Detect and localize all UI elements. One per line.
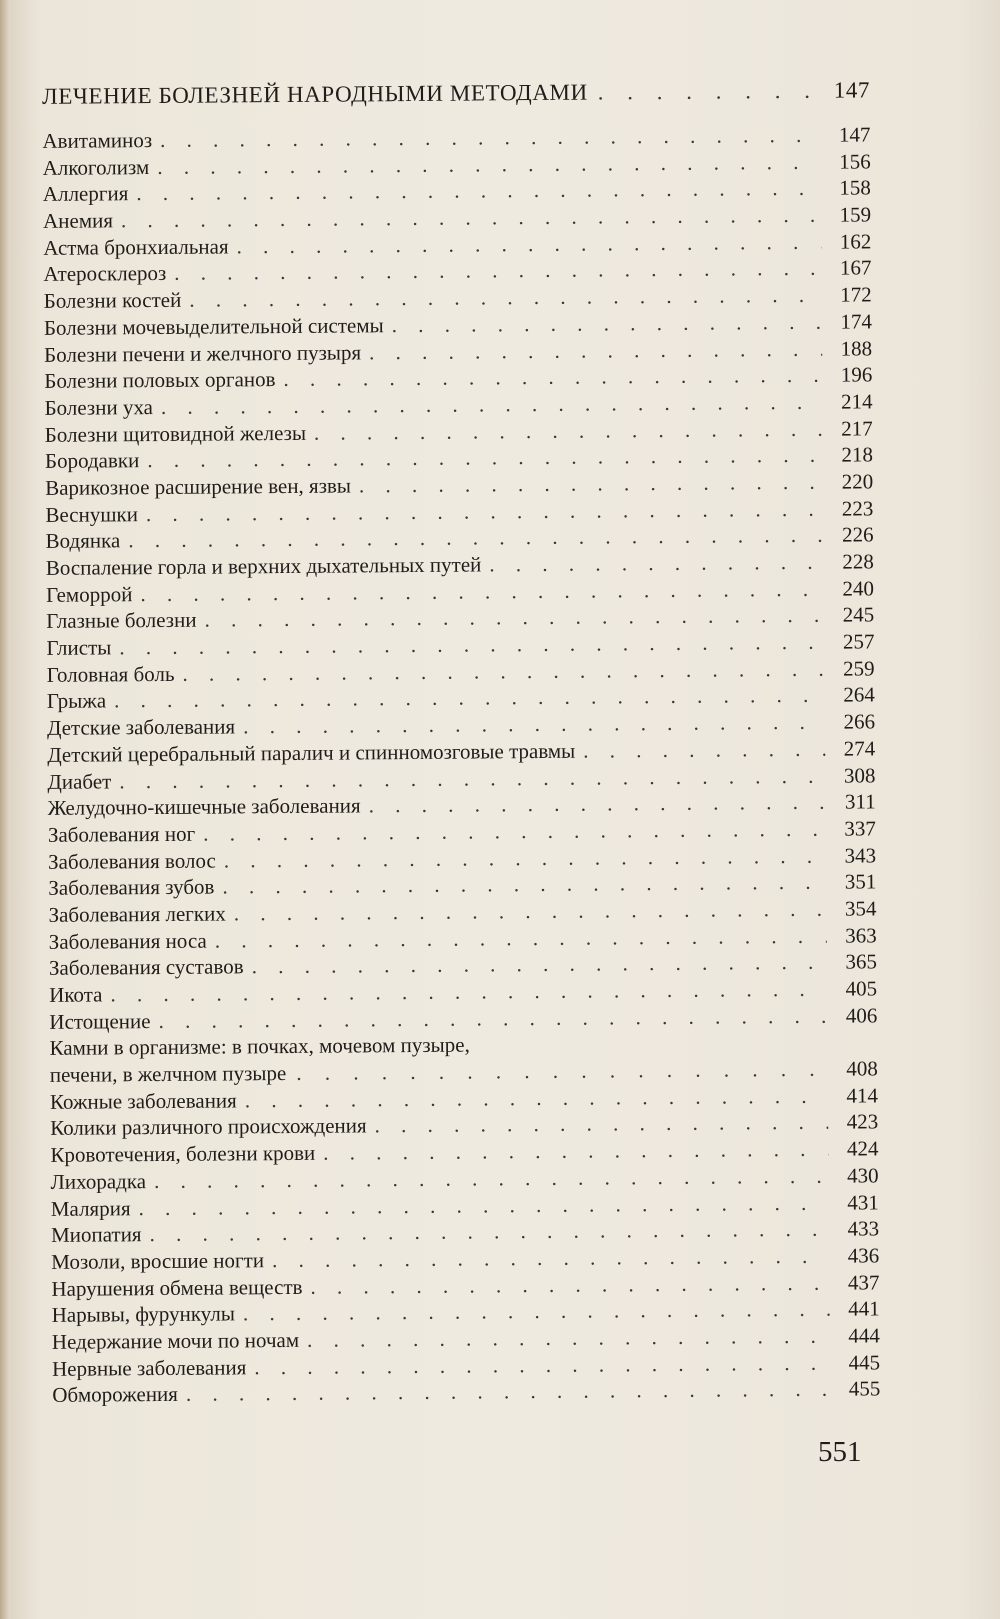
entry-page-number: 220 (841, 469, 874, 494)
entry-page-number: 408 (846, 1056, 878, 1081)
dot-leader (307, 1323, 830, 1354)
entry-page-number: 245 (842, 602, 875, 628)
entry-page-number: 365 (845, 949, 878, 974)
dot-leader (583, 736, 825, 765)
entry-page-number: 167 (839, 255, 872, 281)
multiline-entry (49, 1029, 877, 1089)
entry-title: Нарывы, фурункулы (51, 1301, 236, 1328)
dot-leader (283, 362, 822, 393)
entry-title: Анемия (42, 208, 114, 233)
dot-leader (158, 1002, 827, 1034)
folio-page-number: 551 (818, 1436, 862, 1468)
entry-title: Варикозное расширение вен, язвы (45, 473, 352, 500)
dot-leader (489, 549, 824, 578)
entry-page-number: 266 (843, 709, 876, 734)
entry-title: Обморожения (52, 1382, 178, 1408)
section-heading-row (30, 77, 870, 128)
entry-title-line1: Камни в организме: в почках, мочевом пузыре, (49, 1032, 470, 1061)
entry-page-number: 240 (842, 576, 875, 601)
entry-title: Водянка (45, 528, 121, 554)
entry-title: Малярия (50, 1195, 131, 1221)
entry-page-number: 351 (844, 869, 877, 894)
entry-title: Болезни уха (44, 394, 154, 420)
entry-page-number: 444 (848, 1323, 880, 1348)
entry-page-number: 354 (844, 896, 877, 921)
entry-title: Диабет (47, 768, 112, 794)
entry-page-number: 405 (845, 976, 878, 1001)
dot-leader (369, 335, 822, 365)
entry-page-number: 223 (841, 496, 874, 521)
entry-title: Болезни мочевыделительной системы (43, 313, 384, 340)
entry-page-number: 274 (843, 736, 876, 761)
toc-entry (52, 1376, 880, 1409)
multiline-entry-list (37, 1029, 877, 1089)
entry-page-number: 217 (841, 415, 873, 441)
entry-page-number: 424 (846, 1136, 879, 1161)
entry-title: Кровотечения, болезни крови (50, 1140, 316, 1167)
dot-leader (186, 1376, 831, 1408)
entry-title: Грыжа (46, 688, 107, 714)
section-page-number: 147 (833, 77, 871, 103)
dot-leader (296, 1056, 826, 1087)
entry-title: Глисты (46, 635, 112, 660)
entry-page-number: 259 (843, 656, 875, 681)
entry-page-number: 343 (844, 842, 877, 868)
entry-title: Атеросклероз (43, 261, 167, 287)
entry-page-number: 147 (838, 122, 871, 147)
entry-title: Астма бронхиальная (43, 234, 229, 260)
entry-page-number: 414 (846, 1083, 879, 1108)
entry-page-number: 433 (847, 1216, 880, 1241)
entry-page-number: 430 (847, 1163, 879, 1188)
entry-title: Болезни печени и желчного пузыря (44, 339, 362, 367)
page-edge-shadow (0, 0, 10, 1619)
entry-title: Заболевания суставов (48, 954, 244, 981)
entry-page-number: 159 (839, 202, 872, 227)
entry-page-number: 436 (847, 1243, 880, 1268)
entry-page-number: 406 (845, 1003, 878, 1028)
entry-title: Истощение (49, 1008, 151, 1034)
entry-title: Колики различного происхождения (50, 1113, 367, 1141)
entry-title: Заболевания легких (48, 901, 226, 927)
dot-leader (314, 415, 823, 446)
entry-title: Заболевания носа (48, 928, 207, 954)
entries-list (30, 121, 877, 1035)
dot-leader (598, 78, 819, 106)
dot-leader (375, 1109, 829, 1139)
entry-title: Веснушки (45, 501, 139, 527)
entry-title: Болезни костей (43, 287, 182, 314)
entry-title: Алкоголизм (42, 154, 150, 180)
entry-title: Воспаление горла и верхних дыхательных путей (45, 552, 482, 580)
entry-title: Мозоли, вросшие ногти (51, 1248, 265, 1274)
dot-leader (369, 789, 826, 819)
entry-title: Авитаминоз (42, 128, 153, 153)
entry-title: Заболевания волос (48, 848, 216, 874)
entry-title: Болезни половых органов (44, 367, 276, 394)
entry-page-number: 226 (841, 522, 874, 547)
entry-title-line2: печени, в желчном пузыре (49, 1061, 287, 1087)
dot-leader (359, 469, 823, 499)
entries-after-list (38, 1082, 880, 1409)
entry-page-number: 455 (848, 1376, 881, 1401)
entry-title: Детские заболевания (46, 714, 236, 741)
entry-page-number: 174 (840, 309, 872, 334)
section-title: ЛЕЧЕНИЕ БОЛЕЗНЕЙ НАРОДНЫМИ МЕТОДАМИ (41, 79, 588, 109)
entry-title: Желудочно-кишечные заболевания (47, 793, 361, 821)
entry-title: Заболевания ног (47, 821, 196, 847)
entry-title: Аллергия (42, 181, 129, 207)
entry-page-number: 172 (840, 282, 872, 307)
entry-page-number: 162 (839, 229, 872, 254)
entry-title: Глазные болезни (46, 608, 197, 634)
entry-title: Головная боль (46, 661, 175, 687)
entry-page-number: 188 (840, 335, 873, 361)
entry-page-number: 264 (843, 682, 875, 708)
entry-page-number: 311 (844, 789, 876, 814)
table-of-contents (30, 77, 880, 1409)
entry-page-number: 156 (839, 149, 871, 174)
entry-page-number: 445 (848, 1349, 881, 1375)
dot-leader (310, 1269, 829, 1300)
entry-page-number: 158 (839, 175, 871, 201)
entry-page-number: 363 (845, 923, 877, 948)
entry-page-number: 308 (843, 762, 876, 788)
entry-title: Недержание мочи по ночам (51, 1327, 300, 1354)
entry-title: Заболевания зубов (48, 874, 215, 901)
entry-page-number: 218 (841, 442, 874, 467)
entry-title: Кожные заболевания (49, 1088, 237, 1114)
entry-title: Икота (49, 982, 103, 1007)
entry-title: Бородавки (44, 448, 140, 474)
entry-title: Лихорадка (50, 1168, 147, 1194)
entry-page-number: 437 (847, 1269, 880, 1295)
entry-page-number: 257 (842, 629, 875, 654)
entry-title: Нервные заболевания (51, 1354, 247, 1381)
entry-page-number: 196 (840, 362, 873, 387)
dot-leader (392, 309, 822, 339)
entry-page-number: 423 (846, 1109, 879, 1135)
entry-page-number: 441 (848, 1296, 880, 1321)
entry-page-number: 337 (844, 816, 876, 841)
entry-page-number: 228 (842, 549, 874, 574)
entry-page-number: 431 (847, 1189, 879, 1215)
entry-title: Геморрой (45, 581, 133, 607)
dot-leader (323, 1136, 828, 1167)
entry-title: Болезни щитовидной железы (44, 420, 307, 447)
entry-title: Миопатия (50, 1222, 142, 1248)
entry-page-number: 214 (840, 389, 873, 414)
entry-title: Детский церебральный паралич и спинномозговые травмы (47, 738, 576, 767)
entry-title: Нарушения обмена веществ (51, 1274, 303, 1301)
